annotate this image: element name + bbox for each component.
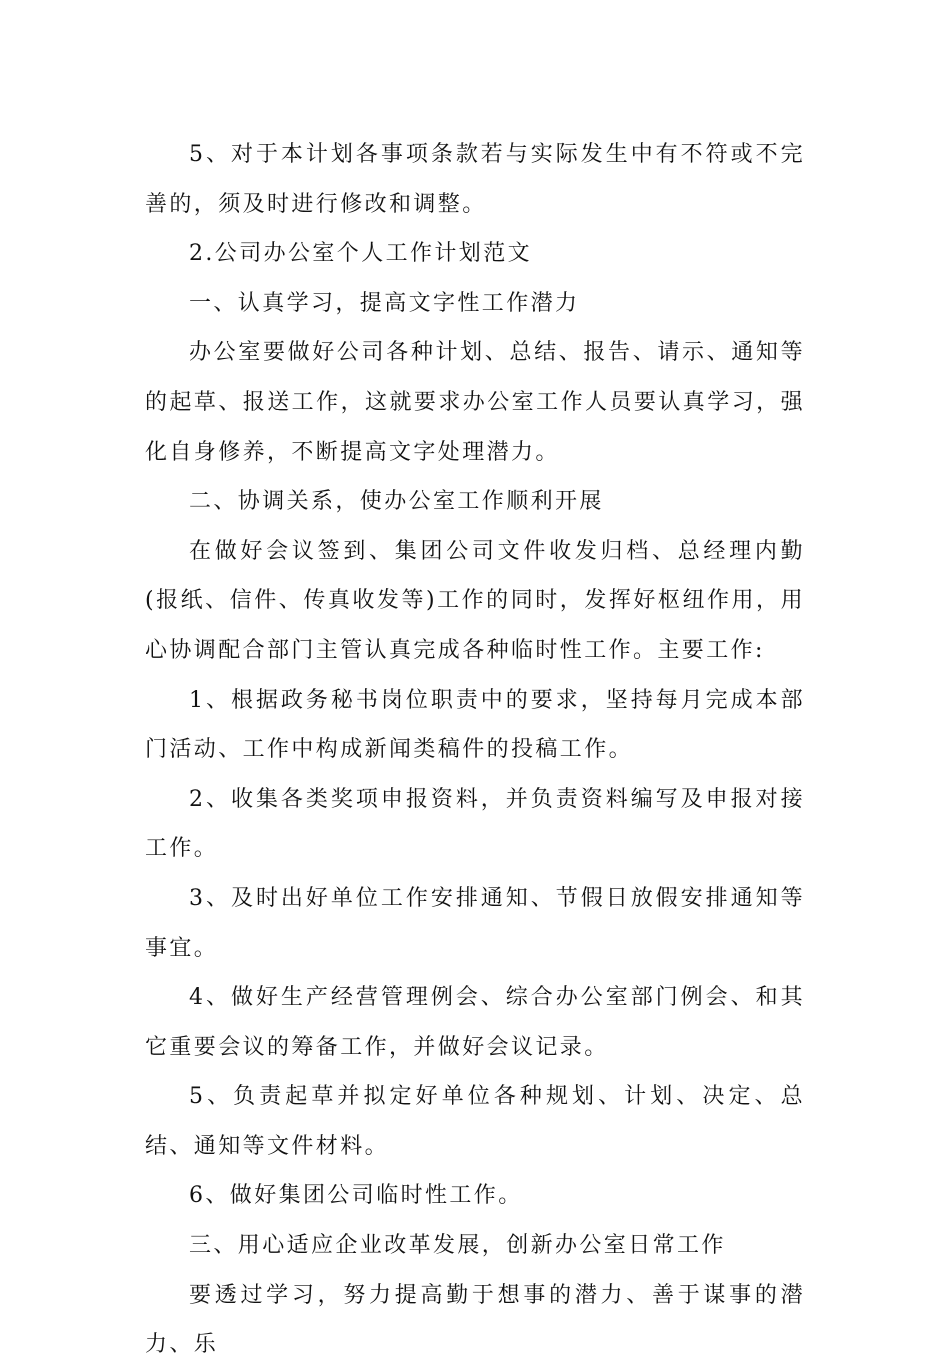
- list-item-2: 2、收集各类奖项申报资料，并负责资料编写及申报对接工作。: [145, 786, 805, 862]
- paragraph-study: 办公室要做好公司各种计划、总结、报告、请示、通知等的起草、报送工作，这就要求办公室工作人员要认真学习，强化自身修养，不断提高文字处理潜力。: [145, 340, 805, 465]
- list-item-5: 5、负责起草并拟定好单位各种规划、计划、决定、总结、通知等文件材料。: [145, 1084, 805, 1159]
- paragraph-innovation: 要透过学习，努力提高勤于想事的潜力、善于谋事的潜力、乐: [145, 1282, 805, 1358]
- paragraph-coordination: 在做好会议签到、集团公司文件收发归档、总经理内勤(报纸、信件、传真收发等)工作的同时，发挥好枢纽作用，用心协调配合部门主管认真完成各种临时性工作。主要工作:: [145, 538, 805, 663]
- list-item-1: 1、根据政务秘书岗位职责中的要求，坚持每月完成本部门活动、工作中构成新闻类稿件的投稿工作。: [145, 687, 805, 763]
- section-title: 2.公司办公室个人工作计划范文: [189, 241, 532, 267]
- paragraph-item-5-revision: 5、对于本计划各事项条款若与实际发生中有不符或不完善的，须及时进行修改和调整。: [145, 142, 805, 217]
- heading-coordination: 二、协调关系，使办公室工作顺利开展: [189, 489, 604, 515]
- list-item-4: 4、做好生产经营管理例会、综合办公室部门例会、和其它重要会议的筹备工作，并做好会议记录。: [145, 985, 805, 1060]
- list-item-6: 6、做好集团公司临时性工作。: [189, 1183, 523, 1209]
- document-body: [145, 130, 805, 1370]
- list-item-3: 3、及时出好单位工作安排通知、节假日放假安排通知等事宜。: [145, 885, 805, 961]
- heading-innovation: 三、用心适应企业改革发展，创新办公室日常工作: [189, 1233, 726, 1259]
- heading-study: 一、认真学习，提高文字性工作潜力: [189, 290, 580, 316]
